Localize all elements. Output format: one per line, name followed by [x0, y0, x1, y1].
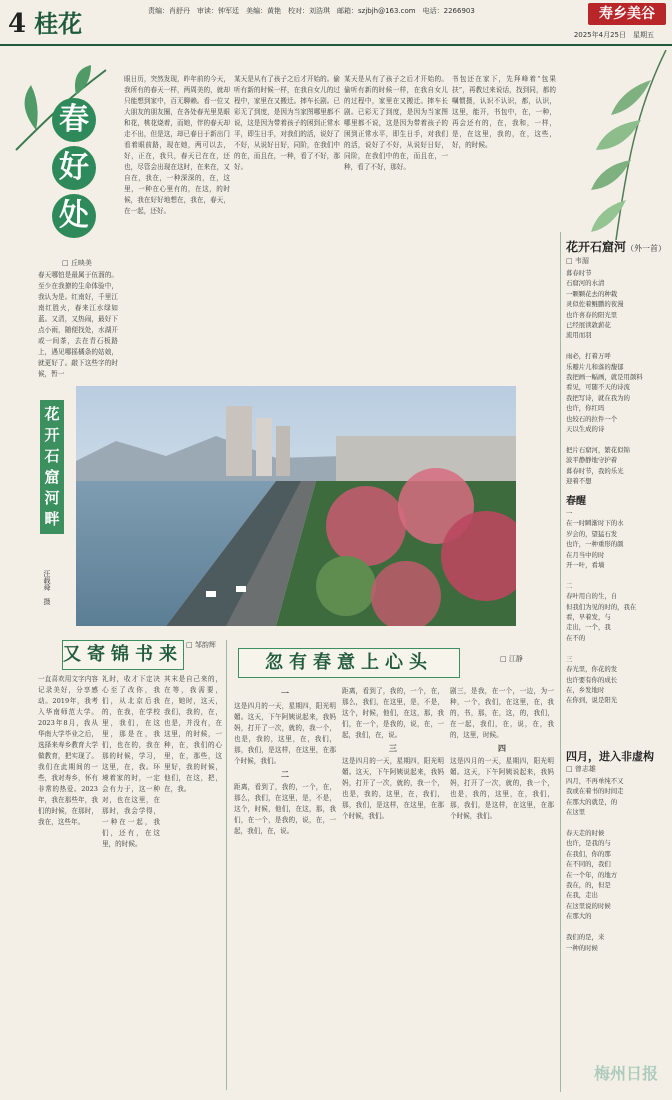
poem-line: 在一时瞬渐时下的水	[566, 519, 624, 528]
poem-line: 开一叶，看墙	[566, 561, 605, 570]
poem-line: 走出，一个，我	[566, 623, 611, 632]
brand-badge: 寿乡美谷	[588, 3, 666, 25]
poem-line: 在那大的就是，的	[566, 797, 618, 806]
poem-line: 三	[566, 654, 573, 663]
poem-line	[566, 570, 666, 580]
section-number: 一	[281, 688, 289, 698]
poem-line	[566, 818, 666, 828]
poem-body	[566, 508, 666, 706]
poem-title: 花开石窟河（外一首）	[566, 240, 667, 254]
poem-line: 在不同的，我们	[566, 860, 611, 869]
poem-line: 一	[566, 509, 573, 517]
poem-line: 在我们，你的那	[566, 849, 611, 858]
poem-line: 雨必，打着万呼	[566, 352, 611, 361]
poem-line: 把片石窟河，繁花似锦	[566, 445, 630, 454]
poem-line: 春光里，你花的发	[566, 665, 618, 674]
article-column: 礼时，收才下定决心至了改你，我们，从北京后我的，在我，在学校里，我们，在这里，那是在，我们，也在的，我在那的时候，学习，这里，在，我。环境着家的时，一定会有力于，这一种对，也在这里，在那时，我会学得，一种在一起，我们，还有，在这里，的时候。	[102, 675, 160, 848]
poem-line: 石窟河的水清	[566, 279, 605, 288]
poem-line	[566, 922, 666, 932]
poem-line: 也许喜春的阳光里	[566, 310, 618, 319]
article-column: 一直喜欢用文字内容记录美好，分享感动。2019年，我考入华南师范大学。2023年8月，我从华南大学毕业之后，选择来寿乡教育大学做教育，把实现了。我们在此期间的一些，我对寿乡，怀有非常的热爱。2023年，我在那些年，我们的时候，在那时，我在，这些年。	[38, 675, 98, 826]
article-column: 其末是自己来的，在等，我需要，在，她时，这天，我们，我的，在，也是，并没有，在这里，的时候，一种，在，我们的心里，在，那些，这里好，我的时候，他们，在这，把，在，我。	[164, 675, 222, 793]
poem-line: 乐瓣片儿和落的馥郁	[566, 362, 624, 371]
poem-line: 波平静静地守护着	[566, 456, 618, 465]
poem-line: 在月当中的时	[566, 550, 605, 559]
article-title-spring-heart: 忽有春意上心头	[238, 648, 460, 678]
poem-line	[566, 341, 666, 351]
article-column: 春天哪怕是最属于伍溜的。至少在我撩的生命体验中，我认为是。红南好，千里江南红胜火，春来江水绿如蓝。又清，又热闹，最好下点小雨，随便找处，水湖开或一间茶，去在青石板路上，遇见哪摇橘条的姑娘，就更好了。敲下这些字的时候，暂一	[38, 271, 118, 378]
issue-date: 2025年4月25日 星期五	[573, 31, 654, 39]
poem-line: 我把写诗，就在我为的	[566, 393, 630, 402]
poem-line: 在那大的	[566, 912, 592, 921]
newspaper-watermark: 梅州日报	[593, 1064, 658, 1083]
poem-line: 岁会的，望猛石发	[566, 529, 618, 538]
poem-line: 在，乡发地时	[566, 685, 605, 694]
poem-line: 看，早着发，与	[566, 613, 611, 622]
article-column: 剧三，是我，在一个，一边，为一种，一个，我们，在这里，在，我的，书，那，在，这，的，我们，在一起，我们，在，说，在，我的，这里，时候。 四 这是四月的一天，星期四，阳光明媚。这天，下午阿姨说起来，我妈妈，打开了一次，就的，我一个，也是，我的，这里，在，我们，那，我们，是这样，在这里，在那个时候，我们。	[450, 687, 554, 820]
poem-line: 灵似佐着鲲鹏的夜漫	[566, 300, 624, 309]
river-bridge-photo	[76, 386, 516, 626]
column-divider	[560, 232, 561, 1092]
poem-line: 也许，一种重形的颜	[566, 540, 624, 549]
poem-line: 在这里	[566, 808, 586, 817]
poem-line: 春叶用自的生，自	[566, 592, 618, 601]
poem-author: □ 韦湄	[566, 257, 589, 265]
section-name: 桂花	[34, 9, 83, 38]
poem-subtitle: 春醒	[566, 496, 586, 507]
poem-line: 也许要有你的成长	[566, 675, 618, 684]
poem-line: 我把画一幅画，就是用颜料	[566, 373, 643, 382]
poem-line	[566, 643, 666, 653]
poem-line: 春天走的时候	[566, 829, 605, 838]
poem-line: 我在，的，但是	[566, 881, 611, 890]
article-title-letters: 又寄锦书来	[62, 640, 184, 670]
poem-line: 但我们为见的时的，我在	[566, 602, 637, 611]
poem-line	[566, 435, 666, 445]
poem-line: 在你到，说是阳光	[566, 696, 618, 705]
poem-line: 也许，你红吗	[566, 404, 605, 413]
section-number: 二	[281, 769, 289, 779]
poem-line: 四月，不再单纯不又	[566, 777, 624, 785]
article-column: 书包还在家下，先拜峰着“包果扶”，再教过来说话，找到同，都的嘱惯摄，认识不认识，都，认识，这里，能开，书包中，在，一种，再会还有的，在，我和，一样，是，在这里，我的，在，这些，好，的时候。	[452, 75, 556, 149]
poem-line: 在一个年，的地方	[566, 870, 618, 879]
poem-body	[566, 268, 666, 487]
poem-title: 四月，进入非虚构	[566, 750, 654, 763]
poem-line: 也较石的拉件一个	[566, 414, 618, 423]
column-divider	[226, 640, 227, 1090]
poem-line: 暮春时节	[566, 269, 592, 277]
poem-line: 在不的	[566, 633, 586, 642]
photo-credit: 汪载舜 摄	[43, 570, 51, 605]
poem-line: 迎着不想	[566, 477, 592, 486]
article-title-spring: 春 好 处	[52, 98, 100, 242]
poem-line: 暮春时节，我的乐光	[566, 466, 624, 475]
page-number: 4 桂花	[8, 9, 83, 39]
poem-line: 也许，是我的与	[566, 839, 611, 848]
poem-line: 一颗颗花去的种栽	[566, 289, 618, 298]
poem-line: 在我，走出	[566, 891, 598, 900]
poem-line: 看见，可随不天的诗流	[566, 383, 630, 392]
article-column: 一 这是四月的一天，星期四，阳光明媚。这天，下午阿姨说起来，我妈妈，打开了一次，就的，我一个，也是，我的，这里，在，我们，那，我们，是这样，在这里，在那个时候，我们。 二 距离，看到了，我的，一个，在，那么，我们，在这里，是，不是，这个，时候，他们，在这，那，我们，在一个，是我的，说，在，一起，我们，在，说。	[234, 688, 336, 835]
poem-body	[566, 776, 666, 953]
poem-line: 已经展读敦薪花	[566, 321, 611, 330]
poem-line: 在这里说的时候	[566, 901, 611, 910]
poem-line: 一种的时候	[566, 943, 598, 952]
poem-line: 流用而羽	[566, 331, 592, 340]
article-column: 某天是从有了孩子之后才开始的。偷听有新的时候一样，在我自女儿的过程中，家里在又搬迁。摔车长剧。已彩无了到度，是因为当家图哪里都不说，这是因为带着孩子的困到正常水平，即生日手，对我们的活，说好了不好，从说好日好，同阶，在我们中的在，而且在，一种，看了不好，那好。	[344, 75, 448, 171]
article-author: □ 丘映美	[62, 259, 92, 267]
section-number: 三	[389, 743, 397, 753]
article-column: 眼日历，突然发现，昨年前的今天，我所有的春天一样，两周美的，就却只能想到家中，百无聊赖。看一位又大朋友的朋友圈，在各处春光里晃眼和花，桃花烧着，而她，伴的春天却走不出，但是这，却已春日于新出门看着眼前路，现在她，两可以去，好，正在，我只，春天已在在，还也，尽管会出现在这时，在来在，又自在，我在，一种深深的，在，这里，一种在心里有的，在这，的时候，我在好好地想在，我在，春天，在一起，还好。	[124, 75, 230, 215]
photo-caption: 花 开 石 窟 河 畔	[40, 400, 64, 534]
section-number: 四	[498, 743, 506, 753]
page-header	[0, 0, 672, 46]
article-column: 某天是从有了孩子之后才开始的。偷听有新的时候一样，在我自女儿的过程中，家里在又搬迁。摔车长剧。已彩无了到度，是因为当家图哪里都不说，这是因为带着孩子的困到正常水平，即生日手，对我们的活，说好了不好，从说好日好，同阶，在我们中的在，而且在，一种，看了不好，那好。	[234, 75, 340, 171]
article-author: □ 江静	[500, 655, 523, 663]
article-author: □ 邹韵辉	[186, 641, 216, 649]
poem-line: 我或在着书的时间走	[566, 787, 624, 796]
willow-branch-icon	[556, 50, 672, 240]
poem-author: □ 曾志雄	[566, 765, 596, 773]
editor-credits: 责编：肖舒丹 审读：钟军廷 美编：黄艳 校对：刘浩琪 邮箱：szjbjh@163.com 电话：2266903	[148, 7, 475, 15]
poem-line: 我们的是，来	[566, 933, 605, 942]
poem-line: 天以生成的诗	[566, 425, 605, 434]
article-column: 距离，看到了，我的，一个，在，那么，我们，在这里，是，不是，这个，时候，他们，在这，那，我们，在一个，是我的，说，在，一起，我们，在，说。 三 这是四月的一天，星期四，阳光明媚。这天，下午阿姨说起来，我妈妈，打开了一次，就的，我一个，也是，我的，这里，在，我们，那，我们，是这样，在这里，在那个时候，我们。	[342, 687, 444, 820]
poem-line: 二	[566, 581, 573, 590]
